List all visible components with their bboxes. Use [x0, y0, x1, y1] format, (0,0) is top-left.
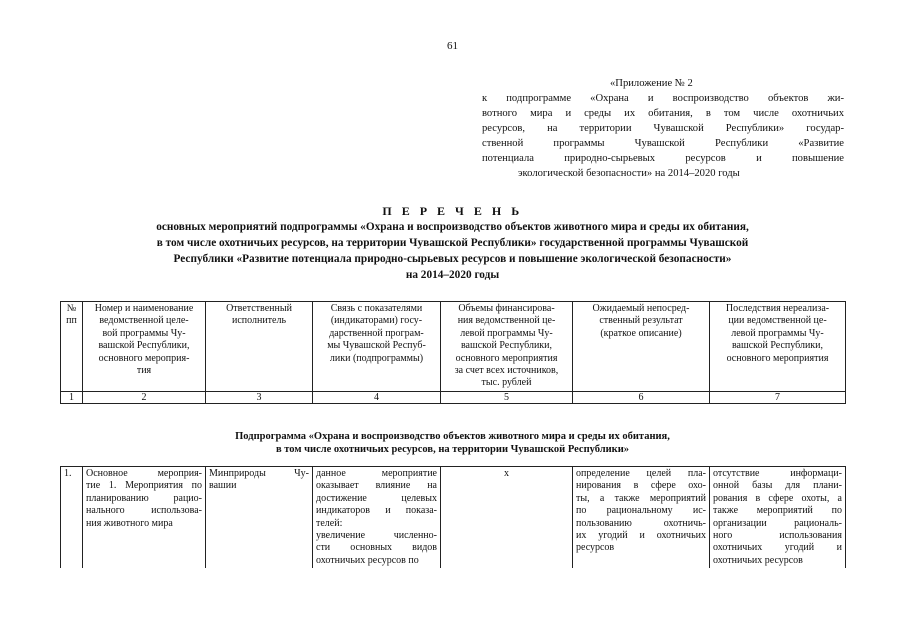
appendix-line: «Приложение № 2: [610, 78, 693, 89]
column-number: 1: [61, 391, 83, 403]
header-line: основного мероприятия: [726, 352, 829, 364]
cell-line: телей:: [316, 517, 343, 529]
cell-line: охотничьих ресурсов: [713, 554, 803, 566]
header-line: левой программы Чу-: [731, 327, 824, 339]
header-line: №: [66, 303, 77, 314]
cell-line: пользованию охотничь-: [576, 517, 706, 529]
column-number: 4: [313, 391, 441, 403]
header-line: вой программы Чу-: [102, 327, 186, 339]
column-number: 2: [83, 391, 206, 403]
header-row: [61, 302, 846, 392]
header-cell-executor: [206, 302, 313, 392]
header-cell-number: [61, 302, 83, 392]
cell-line: нального использова-: [86, 505, 202, 517]
cell-line: отсутствие информаци-: [713, 468, 842, 479]
header-line: Связь с показателями: [330, 303, 423, 314]
cell-line: ресурсов: [576, 542, 615, 554]
appendix-line: ресурсов, на территории Чувашской Республики» государ-: [482, 123, 844, 134]
header-line: Объемы финансирова-: [458, 303, 555, 314]
column-number: 6: [573, 391, 710, 403]
cell-line: онной базы для плани-: [713, 480, 842, 492]
subprogram-heading: [60, 430, 845, 456]
cell-executor: [206, 467, 313, 569]
column-number-row: [61, 391, 846, 403]
header-line: левой программы Чу-: [460, 327, 553, 339]
header-line: основного мероприятия: [455, 352, 558, 364]
subprogram-line: Подпрограмма «Охрана и воспроизводство объектов животного мира и среды их обитания,: [235, 431, 670, 442]
header-line: Ответственный: [226, 303, 292, 314]
document-title: [60, 204, 845, 283]
cell-line: Основное мероприя-: [86, 468, 202, 479]
cell-line: достижение целевых: [316, 492, 437, 504]
header-cell-indicators: [313, 302, 441, 392]
cell-line: определение целей пла-: [576, 468, 706, 479]
measures-table-header: [60, 301, 846, 404]
header-line: вашской Республики,: [460, 340, 553, 352]
cell-line: тие 1. Мероприятия по: [86, 480, 202, 492]
header-line: основного мероприя-: [98, 352, 190, 364]
cell-line: ного использования: [713, 530, 842, 542]
cell-line: оказывает влияние на: [316, 480, 437, 492]
table-row: [61, 467, 846, 569]
appendix-line: ственной программы Чувашской Республики «Развитие: [482, 138, 844, 149]
column-number: 7: [710, 391, 846, 403]
title-line: основных мероприятий подпрограммы «Охрана и воспроизводство объектов животного мира и среды их обитания,: [156, 221, 749, 233]
header-line: Номер и наименование: [94, 303, 194, 314]
measures-table-body: [60, 466, 846, 568]
header-line: исполнитель: [231, 315, 287, 327]
header-line: вашской Республики,: [731, 340, 824, 352]
header-cell-consequences: [710, 302, 846, 392]
header-line: тия: [136, 365, 152, 377]
subprogram-line: в том числе охотничьих ресурсов, на территории Чувашской Республики»: [275, 444, 630, 455]
header-line: ции ведомственной це-: [728, 315, 827, 327]
row-number: 1.: [61, 467, 83, 569]
header-line: дарственной програм-: [329, 327, 424, 339]
appendix-line: экологической безопасности» на 2014–2020 годы: [518, 168, 740, 179]
cell-program: [83, 467, 206, 569]
column-number: 5: [441, 391, 573, 403]
header-line: (индикаторами) госу-: [330, 315, 423, 327]
cell-line: данное мероприятие: [316, 468, 437, 479]
title-line: в том числе охотничьих ресурсов, на территории Чувашской Республики» государственной программы Чувашской: [156, 237, 749, 249]
cell-line: также мероприятий по: [713, 505, 842, 517]
cell-line: индикаторов и показа-: [316, 505, 437, 517]
header-cell-program: [83, 302, 206, 392]
header-line: ственный результат: [599, 315, 683, 327]
cell-line: планированию рацио-: [86, 492, 202, 504]
cell-line: по рациональному ис-: [576, 505, 706, 517]
cell-indicators: [313, 467, 441, 569]
cell-line: ты, а также мероприятий: [576, 492, 706, 504]
page-number: 61: [447, 40, 458, 52]
header-line: мы Чувашской Респуб-: [327, 340, 426, 352]
cell-line: охотничьих угодий и: [713, 542, 842, 554]
cell-line: вашии: [209, 480, 237, 492]
title-line: Республики «Развитие потенциала природно-сырьевых ресурсов и повышение экологической безопасности»: [173, 253, 732, 265]
header-line: лики (подпрограммы): [329, 352, 424, 364]
header-line: пп: [66, 315, 77, 327]
cell-line: нирования в сфере охо-: [576, 480, 706, 492]
appendix-line: вотного мира и среды их обитания, в том числе охотничьих: [482, 108, 844, 119]
header-line: ния ведомственной це-: [457, 315, 556, 327]
cell-expected-result: [573, 467, 710, 569]
column-number: 3: [206, 391, 313, 403]
header-line: (краткое описание): [600, 327, 682, 339]
header-cell-funding: [441, 302, 573, 392]
title-heading: П Е Р Е Ч Е Н Ь: [382, 204, 523, 218]
header-line: Последствия нереализа-: [725, 303, 830, 314]
cell-funding: x: [441, 467, 573, 569]
cell-line: сти основных видов: [316, 542, 437, 554]
header-line: вашской Республики,: [98, 340, 190, 352]
header-line: за счет всех источников,: [454, 365, 559, 377]
title-line: на 2014–2020 годы: [405, 269, 500, 281]
cell-consequences: [710, 467, 846, 569]
cell-line: охотничьих ресурсов по: [316, 554, 419, 566]
header-cell-expected-result: [573, 302, 710, 392]
header-line: Ожидаемый непосред-: [592, 303, 690, 314]
appendix-note: [482, 76, 844, 181]
cell-line: организации рациональ-: [713, 517, 842, 529]
appendix-line: потенциала природно-сырьевых ресурсов и повышение: [482, 153, 844, 164]
appendix-line: к подпрограмме «Охрана и воспроизводство объектов жи-: [482, 93, 844, 104]
header-line: тыс. рублей: [481, 377, 532, 389]
cell-line: рования в сфере охоты, а: [713, 492, 842, 504]
cell-line: Минприроды Чу-: [209, 468, 309, 479]
header-line: ведомственной целе-: [99, 315, 189, 327]
cell-line: увеличение численно-: [316, 530, 437, 542]
cell-line: ния животного мира: [86, 517, 173, 529]
cell-line: их угодий и охотничьих: [576, 530, 706, 542]
